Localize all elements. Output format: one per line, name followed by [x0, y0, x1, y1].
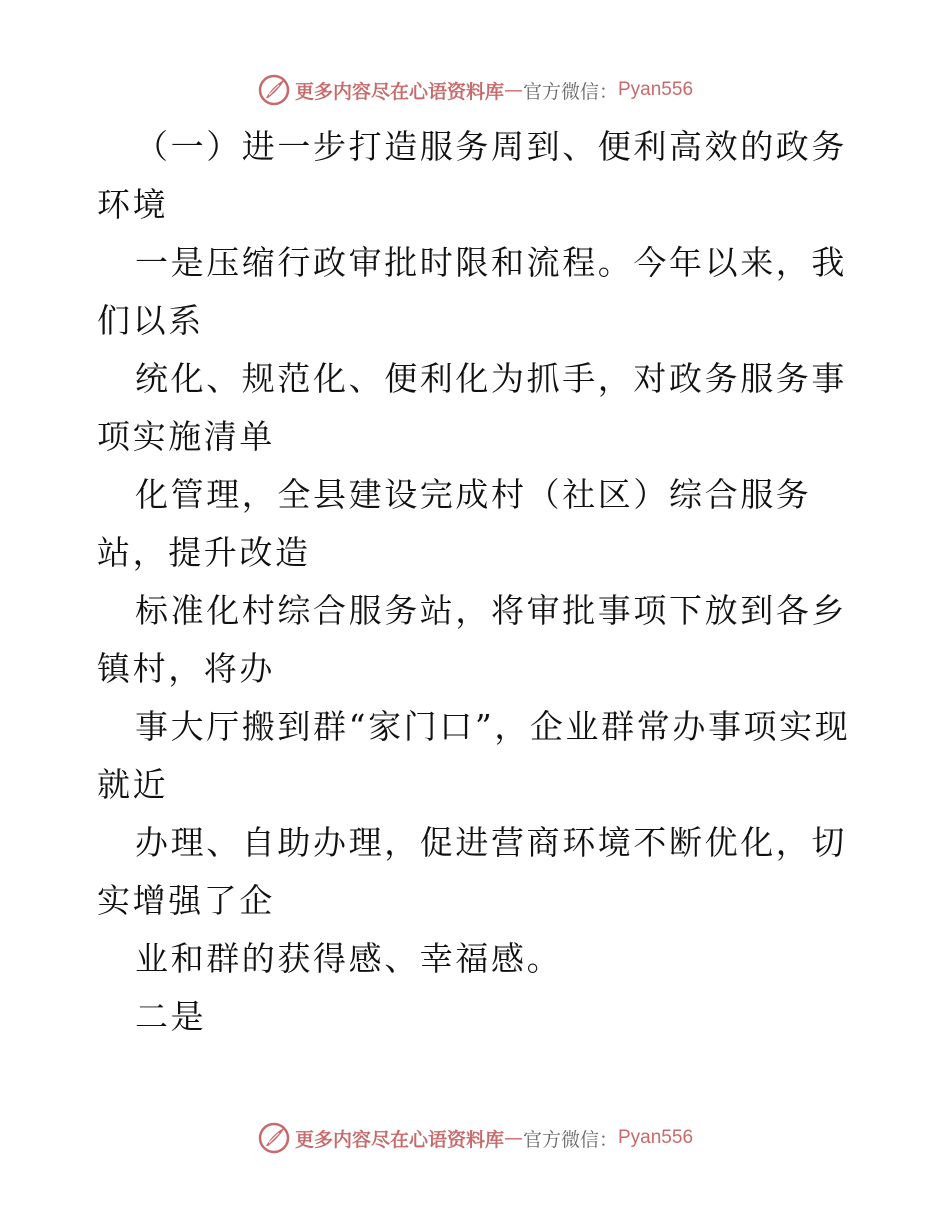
- footer-wechat-id: Pyan556: [618, 1127, 694, 1148]
- paragraph-6: 事大厅搬到群“家门口”，企业群常办事项实现就近: [97, 707, 851, 804]
- feather-pen-logo-icon: [257, 73, 291, 107]
- paragraph-7: 办理、自助办理，促进营商环境不断优化，切实增强了企: [97, 823, 847, 920]
- paragraph-2: 一是压缩行政审批时限和流程。今年以来，我们以系: [97, 243, 847, 340]
- paragraph-4: 化管理，全县建设完成村（社区）综合服务站，提升改造: [97, 475, 812, 572]
- paragraph-9: 二是: [135, 997, 207, 1036]
- header-wechat-id: Pyan556: [618, 79, 694, 100]
- footer-wechat-label: 官方微信：: [522, 1128, 618, 1151]
- header-watermark: [0, 70, 950, 110]
- header-wechat-label: 官方微信：: [522, 80, 618, 103]
- header-brand: 更多内容尽在心语资料库: [294, 80, 504, 103]
- header-dash: —: [503, 79, 523, 101]
- footer-brand: 更多内容尽在心语资料库: [294, 1128, 504, 1151]
- feather-pen-logo-icon: [257, 1121, 291, 1155]
- paragraph-3: 统化、规范化、便利化为抓手，对政务服务事项实施清单: [97, 359, 847, 456]
- footer-dash: —: [503, 1127, 523, 1149]
- paragraph-8: 业和群的获得感、幸福感。: [135, 939, 563, 978]
- paragraph-5: 标准化村综合服务站，将审批事项下放到各乡镇村，将办: [97, 591, 847, 688]
- paragraph-1: （一）进一步打造服务周到、便利高效的政务环境: [97, 127, 847, 224]
- footer-watermark: [0, 1118, 950, 1158]
- document-body: [97, 118, 853, 1046]
